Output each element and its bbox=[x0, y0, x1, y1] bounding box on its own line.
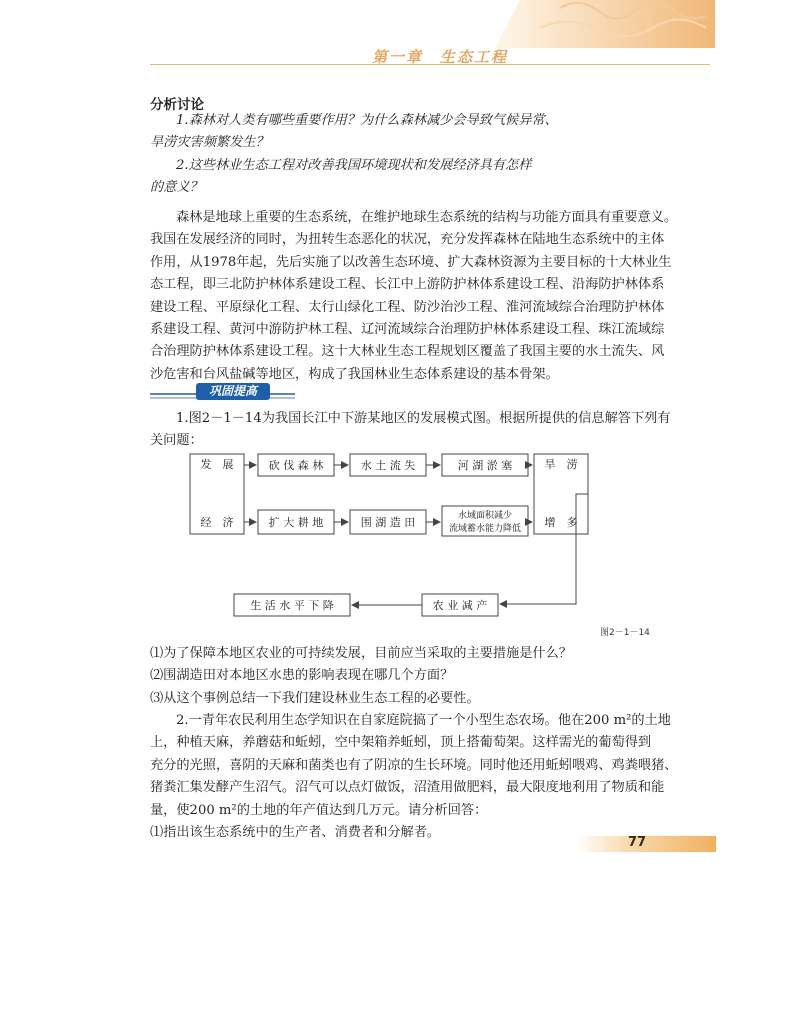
discussion-q2-line1: 2.这些林业生态工程对改善我国环境现状和发展经济具有怎样 bbox=[176, 158, 532, 173]
diagram-text: 生 活 水 平 下 降 bbox=[250, 599, 334, 612]
exercise-2-line: 猪粪汇集发酵产生沼气。沼气可以点灯做饭，沼渣用做肥料，最大限度地利用了物质和能 bbox=[150, 780, 665, 796]
discussion-q2-line2: 的意义？ bbox=[150, 180, 203, 196]
figure-label: 图2－1－14 bbox=[600, 628, 650, 638]
discussion-question-1 bbox=[150, 110, 710, 155]
body-line: 态工程，即三北防护林体系建设工程、长江中上游防护林体系建设工程、沿海防护林体系 bbox=[150, 277, 665, 293]
diagram-text-left-bottom: 经 济 bbox=[200, 516, 234, 529]
exercise-2-line: 充分的光照，喜阴的天麻和菌类也有了阴凉的生长环境。同时他还用蚯蚓喂鸡、鸡粪喂猪、 bbox=[150, 757, 678, 773]
exercise-1-sub1: ⑴为了保障本地区农业的可持续发展，目前应当采取的主要措施是什么？ bbox=[150, 646, 572, 661]
diagram-text: 水域面积减少 bbox=[457, 511, 513, 521]
flow-diagram bbox=[150, 448, 670, 628]
exercise-1-question bbox=[150, 408, 710, 453]
diagram-text-right-bottom: 增 多 bbox=[544, 516, 578, 529]
body-line: 建设工程、平原绿化工程、太行山绿化工程、防沙治沙工程、淮河流域综合治理防护林体 bbox=[150, 299, 665, 315]
diagram-text: 围 湖 造 田 bbox=[360, 516, 416, 529]
diagram-text-left-top: 发 展 bbox=[200, 458, 234, 471]
body-line: 我国在发展经济的同时，为扭转生态恶化的状况，充分发挥森林在陆地生态系统中的主体 bbox=[150, 232, 665, 248]
chapter-title: 第一章 生态工程 bbox=[372, 48, 509, 66]
header-rule bbox=[150, 64, 710, 65]
exercise-1-sub3: ⑶从这个事例总结一下我们建设林业生态工程的必要性。 bbox=[150, 690, 480, 706]
discussion-title: 分析讨论 bbox=[150, 97, 204, 113]
diagram-text: 水 土 流 失 bbox=[360, 459, 416, 472]
diagram-text: 河 湖 淤 塞 bbox=[457, 459, 513, 472]
diagram-text: 砍 伐 森 林 bbox=[268, 459, 324, 472]
section-label: 巩固提高 bbox=[196, 383, 270, 400]
exercise-1-subquestions bbox=[150, 643, 710, 710]
discussion-q1-line2: 旱涝灾害频繁发生？ bbox=[150, 135, 269, 151]
exercise-2-line: 上，种植天麻，养蘑菇和蚯蚓，空中架箱养蚯蚓，顶上搭葡萄架。这样需光的葡萄得到 bbox=[150, 735, 652, 751]
diagram-text: 流域蓄水能力降低 bbox=[448, 524, 522, 534]
body-line: 森林是地球上重要的生态系统，在维护地球生态系统的结构与功能方面具有重要意义。 bbox=[176, 210, 678, 225]
exercise-2-question bbox=[150, 710, 710, 844]
discussion-q1-line1: 1.森林对人类有哪些重要作用？为什么森林减少会导致气候异常、 bbox=[176, 113, 558, 128]
diagram-text-right-top: 旱 涝 bbox=[544, 458, 578, 471]
header-decoration bbox=[0, 0, 800, 48]
body-line: 作用，从1978年起，先后实施了以改善生态环境、扩大森林资源为主要目标的十大林业生 bbox=[150, 254, 672, 270]
body-line: 合治理防护林体系建设工程。这十大林业生态工程规划区覆盖了我国主要的水土流失、风 bbox=[150, 344, 665, 360]
exercise-2-line: 2.一青年农民利用生态学知识在自家庭院搞了一个小型生态农场。他在200 m²的土地 bbox=[176, 713, 671, 728]
body-paragraph bbox=[150, 207, 710, 386]
body-line: 系建设工程、黄河中游防护林工程、辽河流域综合治理防护林体系建设工程、珠江流域综 bbox=[150, 322, 665, 338]
body-line: 沙危害和台风盐碱等地区，构成了我国林业生态体系建设的基本骨架。 bbox=[150, 366, 559, 382]
discussion-question-2 bbox=[150, 155, 710, 200]
exercise-1-line2: 关问题： bbox=[150, 433, 203, 449]
exercise-1-line1: 1.图2－1－14为我国长江中下游某地区的发展模式图。根据所提供的信息解答下列有 bbox=[176, 411, 671, 426]
diagram-text: 农 业 减 产 bbox=[432, 599, 488, 612]
exercise-1-sub2: ⑵围湖造田对本地区水患的影响表现在哪几个方面？ bbox=[150, 668, 454, 684]
diagram-text: 扩 大 耕 地 bbox=[268, 516, 324, 529]
page-number: 77 bbox=[628, 835, 647, 850]
exercise-2-sub1: ⑴指出该生态系统中的生产者、消费者和分解者。 bbox=[150, 825, 441, 841]
exercise-2-line: 量，使200 m²的土地的年产值达到几万元。请分析回答： bbox=[150, 802, 488, 818]
